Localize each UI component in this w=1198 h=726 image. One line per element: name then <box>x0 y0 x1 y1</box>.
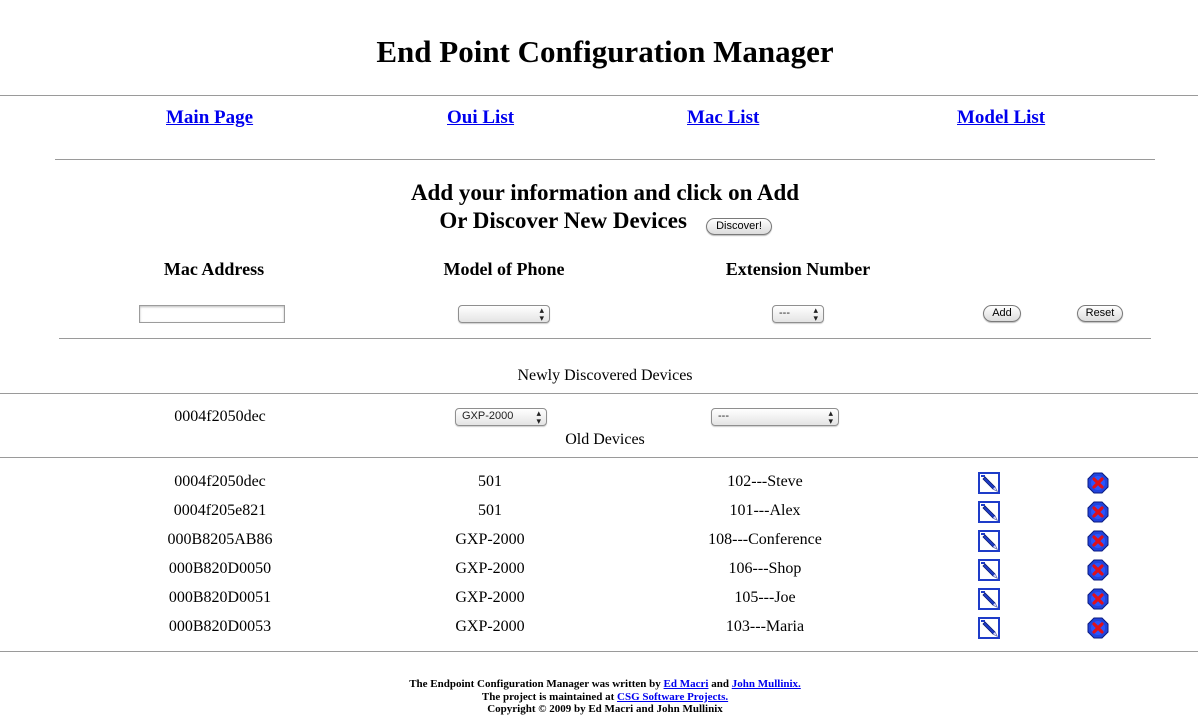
old-devices-heading: Old Devices <box>565 431 645 448</box>
select-arrows-icon: ▴ ▾ <box>536 408 541 426</box>
edit-icon[interactable] <box>978 617 1000 639</box>
reset-button[interactable]: Reset <box>1077 305 1123 322</box>
extension-select[interactable] <box>772 305 824 323</box>
footer-line2 <box>0 691 1198 704</box>
column-header-model: Model of Phone <box>443 259 565 279</box>
discover-button[interactable]: Discover! <box>706 218 772 235</box>
footer <box>0 678 1198 716</box>
select-arrows-icon: ▴ ▾ <box>539 305 544 323</box>
old-device-model: GXP-2000 <box>455 560 525 577</box>
new-device-extension-select[interactable] <box>711 408 839 426</box>
footer-copyright: Copyright © 2009 by Ed Macri and John Mullinix <box>487 703 723 715</box>
old-device-mac: 000B820D0053 <box>168 618 272 635</box>
mac-address-input[interactable] <box>139 305 285 323</box>
add-button[interactable]: Add <box>983 305 1021 322</box>
column-header-mac: Mac Address <box>163 259 265 279</box>
new-device-model-select[interactable] <box>455 408 547 426</box>
divider <box>0 457 1198 458</box>
old-device-model: GXP-2000 <box>455 618 525 635</box>
form-heading-line2 <box>0 208 1198 234</box>
edit-icon[interactable] <box>978 530 1000 552</box>
new-device-model-value: GXP-2000 <box>462 410 514 422</box>
nav-mac-list-link[interactable]: Mac List <box>687 107 760 128</box>
delete-icon[interactable] <box>1087 501 1109 523</box>
delete-icon[interactable] <box>1087 472 1109 494</box>
nav-oui-list-link[interactable]: Oui List <box>447 107 515 128</box>
old-device-model: GXP-2000 <box>455 531 525 548</box>
new-device-extension-value: --- <box>718 410 729 422</box>
divider <box>0 651 1198 652</box>
edit-icon[interactable] <box>978 501 1000 523</box>
delete-icon[interactable] <box>1087 588 1109 610</box>
edit-icon[interactable] <box>978 588 1000 610</box>
delete-icon[interactable] <box>1087 530 1109 552</box>
edit-icon[interactable] <box>978 472 1000 494</box>
author-link-ed-macri[interactable]: Ed Macri <box>663 678 709 690</box>
author-link-john-mullinix[interactable]: John Mullinix. <box>731 678 801 690</box>
nav-model-list-link[interactable]: Model List <box>957 107 1046 128</box>
footer-line1 <box>0 678 1198 691</box>
model-select[interactable] <box>458 305 550 323</box>
select-arrows-icon: ▴ ▾ <box>828 408 833 426</box>
old-device-mac: 000B820D0050 <box>168 560 272 577</box>
old-device-extension: 102---Steve <box>727 473 803 490</box>
delete-icon[interactable] <box>1087 559 1109 581</box>
form-heading-line1: Add your information and click on Add <box>410 180 800 205</box>
extension-select-value: --- <box>779 307 790 319</box>
old-device-extension: 101---Alex <box>729 502 801 519</box>
delete-icon[interactable] <box>1087 617 1109 639</box>
old-device-extension: 103---Maria <box>725 618 805 635</box>
old-device-model: GXP-2000 <box>455 589 525 606</box>
select-arrows-icon: ▴ ▾ <box>813 305 818 323</box>
new-devices-heading: Newly Discovered Devices <box>517 367 693 384</box>
old-device-mac: 000B8205AB86 <box>167 531 273 548</box>
divider <box>59 338 1151 339</box>
column-header-extension: Extension Number <box>725 259 871 279</box>
footer-line2-text: The project is maintained at <box>481 690 615 703</box>
nav-main-page-link[interactable]: Main Page <box>166 107 254 128</box>
edit-icon[interactable] <box>978 559 1000 581</box>
page-title: End Point Configuration Manager <box>376 34 834 69</box>
old-device-model: 501 <box>478 502 502 519</box>
divider <box>55 159 1155 160</box>
old-device-mac: 0004f2050dec <box>174 473 266 490</box>
old-device-extension: 105---Joe <box>734 589 796 606</box>
footer-and-text: and <box>711 678 729 690</box>
form-heading-line2-text: Or Discover New Devices <box>439 208 687 233</box>
divider <box>0 95 1198 96</box>
old-device-mac: 0004f205e821 <box>173 502 267 519</box>
project-link[interactable]: CSG Software Projects. <box>617 690 729 703</box>
divider <box>0 393 1198 394</box>
old-device-mac: 000B820D0051 <box>168 589 272 606</box>
old-device-extension: 106---Shop <box>728 560 802 577</box>
old-device-extension: 108---Conference <box>708 531 822 548</box>
old-device-model: 501 <box>478 473 502 490</box>
footer-line1-text: The Endpoint Configuration Manager was written by <box>409 678 661 690</box>
new-device-mac: 0004f2050dec <box>174 408 266 425</box>
